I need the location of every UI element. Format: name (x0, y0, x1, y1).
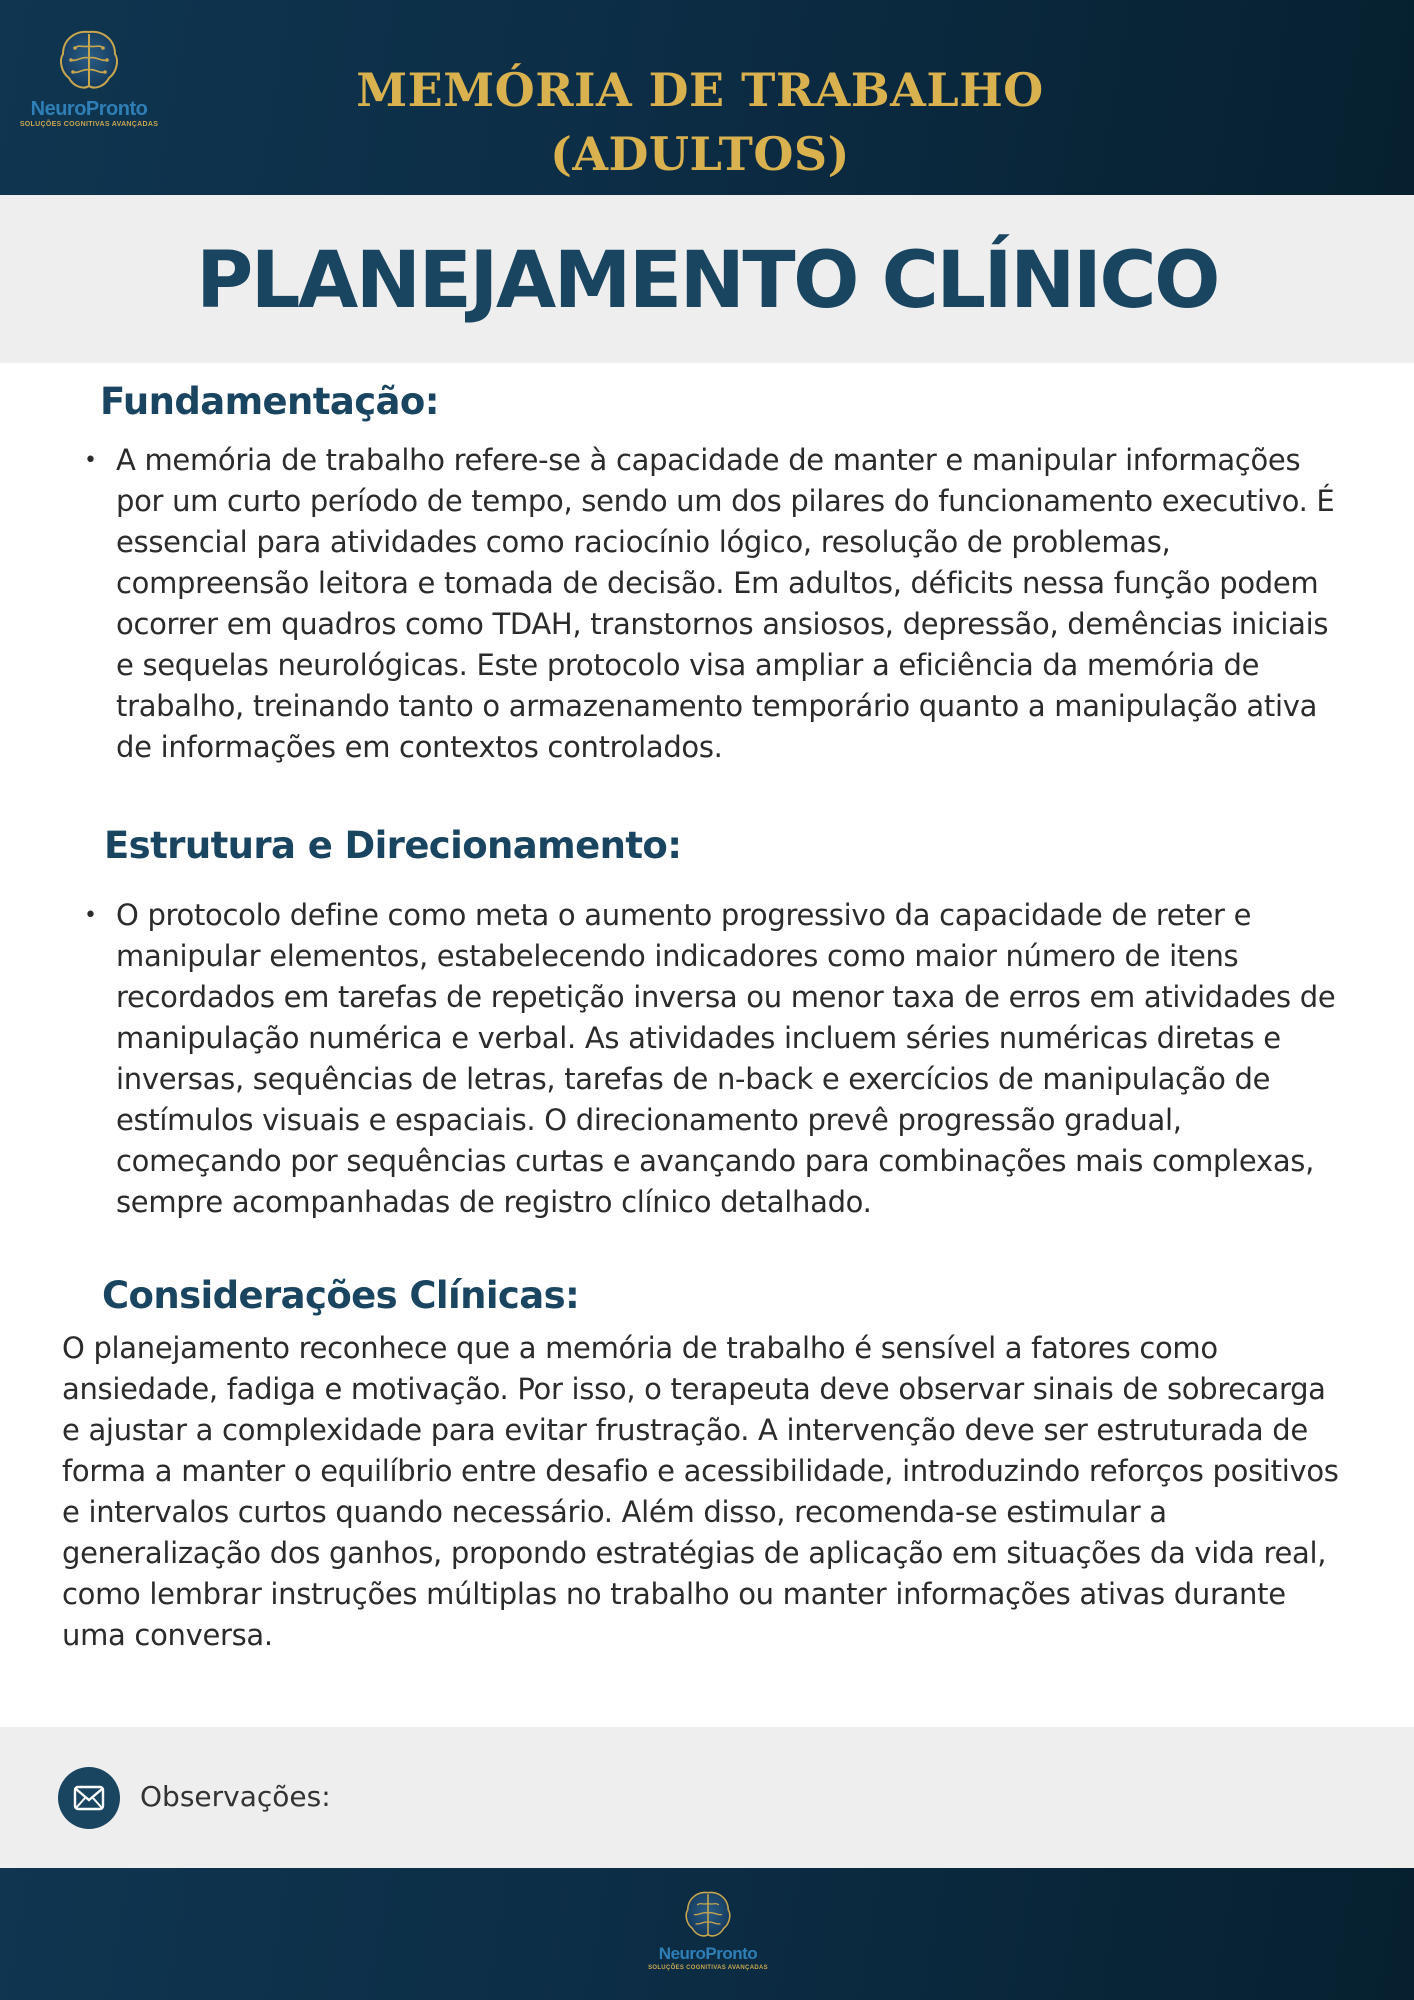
fundamentacao-list (84, 440, 1354, 768)
section-heading-consideracoes: Considerações Clínicas: (102, 1274, 580, 1317)
footer-brand-name: NeuroPronto (658, 1944, 758, 1963)
footer-logo (628, 1888, 788, 1973)
section-heading-fundamentacao: Fundamentação: (100, 380, 439, 423)
brand-name: NeuroPronto (30, 98, 148, 120)
header-logo (14, 26, 164, 130)
observacoes-icon-badge (58, 1767, 120, 1829)
estrutura-list (84, 895, 1354, 1223)
header-title: MEMÓRIA DE TRABALHO (ADULTOS) (356, 63, 1044, 181)
brain-icon (53, 26, 125, 98)
observacoes-band (0, 1727, 1414, 1868)
observacoes-label: Observações: (140, 1780, 331, 1813)
section-heading-estrutura: Estrutura e Direcionamento: (104, 824, 682, 867)
brain-icon (680, 1888, 736, 1944)
page-title: PLANEJAMENTO CLÍNICO (196, 236, 1218, 326)
consideracoes-paragraph: O planejamento reconhece que a memória de trabalho é sensível a fatores como ansiedade, fadiga e motivação. Por isso, o terapeuta deve observar sinais de sobrecarga e ajustar a complexidade para evitar frustração. A intervenção deve ser estruturada de forma a manter o equilíbrio entre desafio e acessibilidade, introduzindo reforços positivos e intervalos curtos quando necessário. Além disso, recomenda-se estimular a generalização dos ganhos, propondo estratégias de aplicação em situações da vida real, como lembrar instruções múltiplas no trabalho ou manter informações ativas durante uma conversa. (62, 1331, 1339, 1652)
footer-brand-tagline: SOLUÇÕES COGNITIVAS AVANÇADAS (648, 1965, 768, 1971)
list-item: • A memória de trabalho refere-se à capacidade de manter e manipular informações por um curto período de tempo, sendo um dos pilares do funcionamento executivo. É essencial para atividades como raciocínio lógico, resolução de problemas, compreensão leitora e tomada de decisão. Em adultos, déficits nessa função podem ocorrer em quadros como TDAH, transtornos ansiosos, depressão, demências iniciais e sequelas neurológicas. Este protocolo visa ampliar a eficiência da memória de trabalho, treinando tanto o armazenamento temporário quanto a manipulação ativa de informações em contextos controlados. (84, 440, 1354, 768)
brand-tagline: SOLUÇÕES COGNITIVAS AVANÇADAS (19, 121, 159, 128)
title-band (0, 195, 1414, 363)
page-header (0, 0, 1414, 195)
list-item: • O protocolo define como meta o aumento progressivo da capacidade de reter e manipular elementos, estabelecendo indicadores como maior número de itens recordados em tarefas de repetição inversa ou menor taxa de erros em atividades de manipulação numérica e verbal. As atividades incluem séries numéricas diretas e inversas, sequências de letras, tarefas de n-back e exercícios de manipulação de estímulos visuais e espaciais. O direcionamento prevê progressão gradual, começando por sequências curtas e avançando para combinações mais complexas, sempre acompanhadas de registro clínico detalhado. (84, 895, 1354, 1223)
envelope-icon (73, 1785, 105, 1811)
